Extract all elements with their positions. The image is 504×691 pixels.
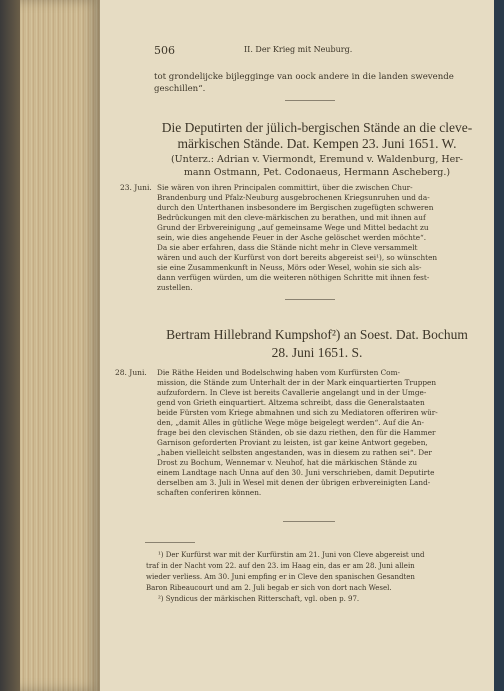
- footnote-line-1: ¹) Der Kurfürst war mit der Kurfürstin am 21. Juni von Cleve abgereist und: [158, 551, 425, 559]
- section1-line-4: Bedrückungen mit den cleve-märkischen zu berathen, und mit ihnen auf: [157, 213, 426, 222]
- section1-title-line-1: Die Deputirten der jülich-bergischen Stände an die cleve-: [161, 120, 473, 135]
- section2-line-13: schaften conferiren können.: [157, 488, 262, 497]
- section1-line-6: sein, wie dies angehende Feuer in der Asche gelöschet werden möchte“.: [157, 233, 427, 242]
- section1-line-8: wären und auch der Kurfürst von dort bereits abgereist sei¹), so wünschten: [157, 253, 438, 262]
- section2-line-8: Garnison geforderten Proviant zu leisten, ist gar keine Antwort gegeben,: [157, 438, 428, 447]
- section2-date: 28. Juni.: [115, 368, 147, 377]
- section2-title-line-2: 28. Juni 1651. S.: [271, 345, 363, 360]
- footnote-line-2: traf in der Nacht vom 22. auf den 23. im Haag ein, das er am 28. Juni allein: [146, 562, 415, 570]
- section2-line-3: aufzufordern. In Cleve ist bereits Cavallerie angelangt und in der Umge-: [157, 388, 427, 397]
- footnote-rule: [145, 542, 195, 543]
- page-number: 506: [154, 44, 175, 57]
- section1-title-line-2: märkischen Stände. Dat. Kempen 23. Juni 1651. W.: [177, 136, 457, 151]
- book-page: [100, 0, 494, 691]
- section1-date: 23. Juni.: [120, 183, 152, 192]
- section2-line-6: den, „damit Alles in gütliche Wege möge beigelegt werden“. Auf die An-: [157, 418, 424, 427]
- section2-title-line-1: Bertram Hillebrand Kumpshof²) an Soest. Dat. Bochum: [166, 327, 468, 342]
- background-edge: [494, 0, 504, 691]
- section1-line-5: Grund der Erbvereinigung „auf gemeinsame Wege und Mittel bedacht zu: [157, 223, 429, 232]
- footnote-line-4: Baron Ribeaucourt und am 2. Juli begab er sich von dort nach Wesel.: [146, 584, 392, 592]
- section1-signatories-line-2: mann Ostmann, Pet. Codonaeus, Hermann Ascheberg.): [183, 167, 451, 178]
- section-divider: [283, 521, 335, 522]
- section2-line-1: Die Räthe Heiden und Bodelschwing haben vom Kurfürsten Com-: [157, 368, 400, 377]
- section2-line-7: frage bei den clevischen Ständen, ob sie dazu riethen, den für die Hammer: [157, 428, 436, 437]
- page-header: [154, 44, 484, 58]
- section-divider: [285, 299, 335, 300]
- section2-line-12: derselben am 3. Juli in Wesel mit denen der übrigen erbvereinigten Land-: [157, 478, 431, 487]
- section2-line-2: mission, die Stände zum Unterhalt der in der Mark einquartierten Truppen: [157, 378, 437, 387]
- section1-line-2: Brandenburg und Pfalz-Neuburg ausgebrochenen Kriegsunruhen und da-: [157, 193, 430, 202]
- section1-line-7: Da sie aber erfahren, dass die Stände nicht mehr in Cleve versammelt: [157, 243, 418, 252]
- section1-signatories-line-1: (Unterz.: Adrian v. Viermondt, Eremund v. Waldenburg, Her-: [170, 154, 464, 165]
- carryover-line-1: tot grondelijcke bijlegginge van oock andere in die landen swevende: [154, 72, 454, 82]
- footnote-line-5: ²) Syndicus der märkischen Ritterschaft, vgl. oben p. 97.: [158, 595, 360, 603]
- section2-line-9: „haben vielleicht selbsten angestanden, was in diesem zu rathen sei“. Der: [157, 448, 432, 457]
- section2-line-5: beide Fürsten vom Kriege abmahnen und sich zu Mediatoren offeriren wür-: [157, 408, 438, 417]
- book-spine-shadow: [0, 0, 20, 691]
- carryover-line-2: geschillen“.: [154, 84, 206, 94]
- section2-line-10: Drost zu Bochum, Wennemar v. Neuhof, hat die märkischen Stände zu: [157, 458, 418, 467]
- section2-line-4: gend von Grieth einquartiert. Altzema schreibt, dass die Generalstaaten: [157, 398, 425, 407]
- section1-line-11: zustellen.: [157, 283, 193, 292]
- section-divider: [285, 100, 335, 101]
- section1-line-10: dann verfügen würden, um die weiteren nöthigen Schritte mit ihnen fest-: [157, 273, 430, 282]
- running-title: II. Der Krieg mit Neuburg.: [244, 45, 353, 54]
- section1-line-9: sie eine Zusammenkunft in Neuss, Mörs oder Wesel, wohin sie sich als-: [157, 263, 422, 272]
- footnote-line-3: wieder verliess. Am 30. Juni empfing er in Cleve den spanischen Gesandten: [146, 573, 415, 581]
- section2-line-11: einem Landtage nach Unna auf den 30. Juni verschrieben, damit Deputirte: [157, 468, 435, 477]
- section1-line-1: Sie wären von ihren Principalen committirt, über die zwischen Chur-: [157, 183, 413, 192]
- section1-line-3: durch den Unterthanen insbesondere im Bergischen zugefügten schweren: [157, 203, 434, 212]
